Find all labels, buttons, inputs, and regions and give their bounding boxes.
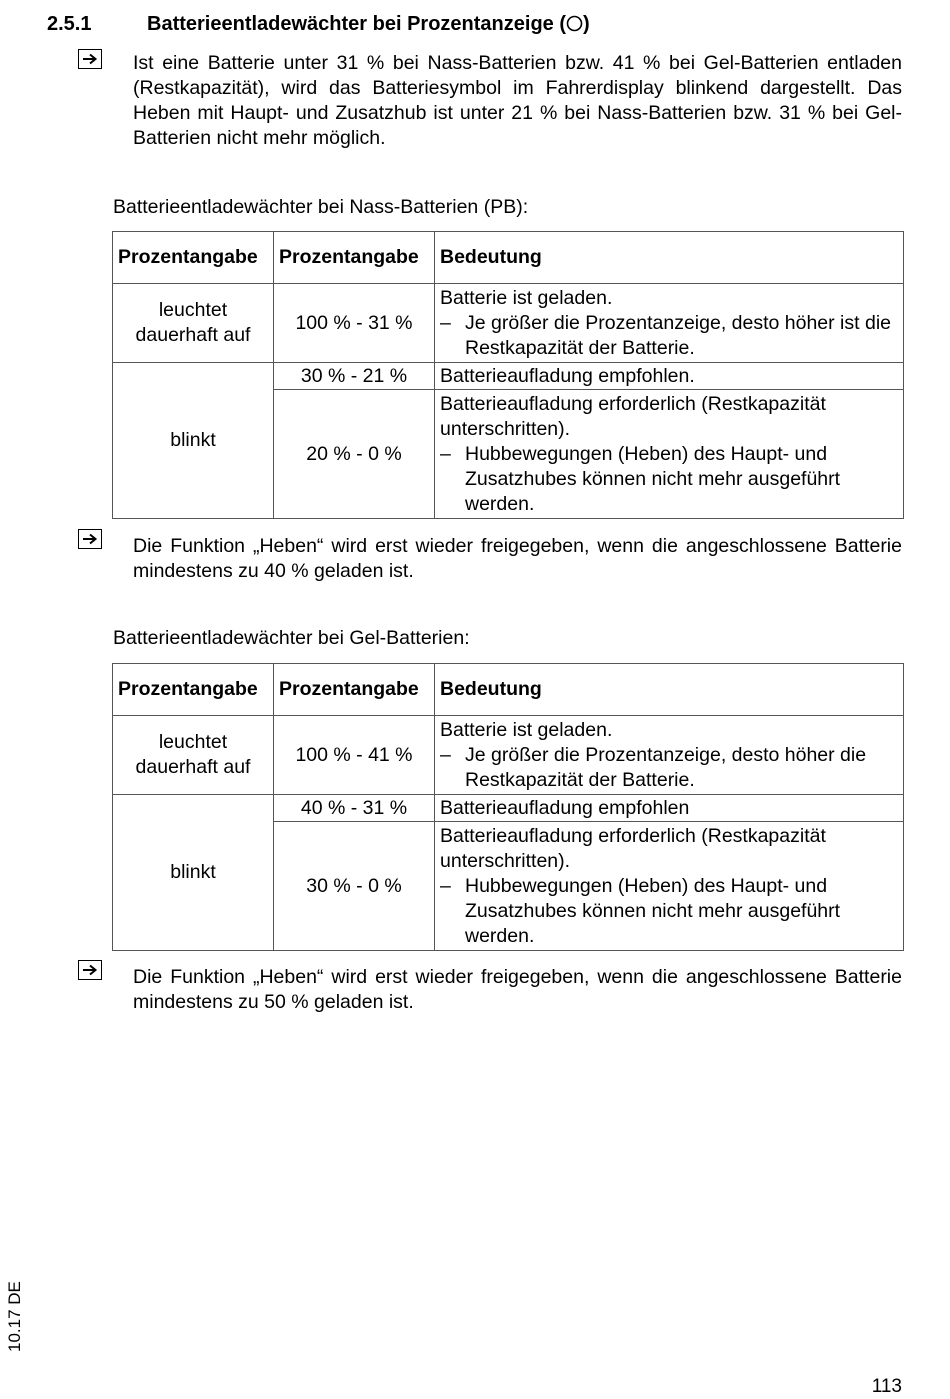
- bullet-item: [440, 874, 898, 949]
- dash-bullet: –: [440, 874, 451, 897]
- section-heading: [47, 12, 590, 37]
- meaning-text: Batterieaufladung erforderlich (Restkapazität unterschritten).: [440, 824, 826, 872]
- bullet-text: Je größer die Prozentanzeige, desto höher die Restkapazität der Batterie.: [465, 743, 867, 791]
- circle-symbol-icon: [566, 15, 583, 32]
- meaning-text: Batterie ist geladen.: [440, 286, 613, 309]
- range-cell: 20 % - 0 %: [274, 390, 435, 519]
- section-number: 2.5.1: [47, 13, 92, 35]
- range-cell: 100 % - 41 %: [274, 716, 435, 795]
- meaning-text: Batterieaufladung erforderlich (Restkapazität unterschritten).: [440, 392, 826, 440]
- table-header-row: [113, 232, 904, 284]
- range-cell: 30 % - 21 %: [274, 363, 435, 390]
- state-cell: leuchtet dauerhaft auf: [113, 284, 274, 363]
- dash-bullet: –: [440, 311, 451, 334]
- meaning-text: Batterie ist geladen.: [440, 718, 613, 741]
- header-meaning: Bedeutung: [435, 232, 904, 284]
- dash-bullet: –: [440, 442, 451, 465]
- bullet-item: [440, 743, 898, 793]
- bullet-text: Hubbewegungen (Heben) des Haupt- und Zusatzhubes können nicht mehr ausgeführt werden.: [465, 442, 841, 515]
- table-row: [113, 284, 904, 363]
- meaning-cell: Batterieaufladung empfohlen: [435, 795, 904, 822]
- wet-battery-table: [112, 231, 904, 519]
- gel-battery-table: [112, 663, 904, 951]
- range-cell: 100 % - 31 %: [274, 284, 435, 363]
- table-row: [113, 363, 904, 390]
- meaning-cell: [435, 284, 904, 363]
- table-label-gel: Batterieentladewächter bei Gel-Batterien:: [113, 627, 470, 649]
- state-cell: blinkt: [113, 795, 274, 951]
- section-title-end: ): [583, 13, 590, 35]
- header-percent-1: Prozentangabe: [113, 232, 274, 284]
- intro-note: Ist eine Batterie unter 31 % bei Nass-Batterien bzw. 41 % bei Gel-Batterien entladen (Restkapazität), wird das Batteriesymbol im Fahrerdisplay blinkend dargestellt. Das Heben mit Haupt- und Zusatzhub ist unter 21 % bei Nass-Batterien bzw. 31 % bei Gel-Batterien nicht mehr möglich.: [133, 52, 902, 149]
- meaning-cell: Batterieaufladung empfohlen.: [435, 363, 904, 390]
- wet-table-note: Die Funktion „Heben“ wird erst wieder freigegeben, wenn die angeschlossene Batterie mindestens zu 40 % geladen ist.: [133, 535, 902, 582]
- arrow-right-boxed-icon: [78, 49, 102, 69]
- header-percent-2: Prozentangabe: [274, 232, 435, 284]
- section-title: Batterieentladewächter bei Prozentanzeige (: [147, 13, 567, 35]
- arrow-right-boxed-icon: [78, 529, 102, 549]
- table-row: [113, 716, 904, 795]
- bullet-item: [440, 442, 898, 517]
- table-header-row: [113, 664, 904, 716]
- meaning-cell: [435, 390, 904, 519]
- header-percent-1: Prozentangabe: [113, 664, 274, 716]
- page-number: 113: [871, 1376, 902, 1397]
- table-label-wet: Batterieentladewächter bei Nass-Batterien (PB):: [113, 196, 529, 218]
- range-cell: 40 % - 31 %: [274, 795, 435, 822]
- header-meaning: Bedeutung: [435, 664, 904, 716]
- table-row: [113, 795, 904, 822]
- bullet-text: Hubbewegungen (Heben) des Haupt- und Zusatzhubes können nicht mehr ausgeführt werden.: [465, 874, 841, 947]
- meaning-cell: [435, 716, 904, 795]
- state-cell: blinkt: [113, 363, 274, 519]
- meaning-cell: [435, 822, 904, 951]
- arrow-right-boxed-icon: [78, 960, 102, 980]
- state-cell: leuchtet dauerhaft auf: [113, 716, 274, 795]
- bullet-item: [440, 311, 898, 361]
- bullet-text: Je größer die Prozentanzeige, desto höher ist die Restkapazität der Batterie.: [465, 311, 892, 359]
- gel-table-note: Die Funktion „Heben“ wird erst wieder freigegeben, wenn die angeschlossene Batterie mindestens zu 50 % geladen ist.: [133, 966, 902, 1013]
- range-cell: 30 % - 0 %: [274, 822, 435, 951]
- dash-bullet: –: [440, 743, 451, 766]
- edition-label: 10.17 DE: [5, 1281, 24, 1352]
- header-percent-2: Prozentangabe: [274, 664, 435, 716]
